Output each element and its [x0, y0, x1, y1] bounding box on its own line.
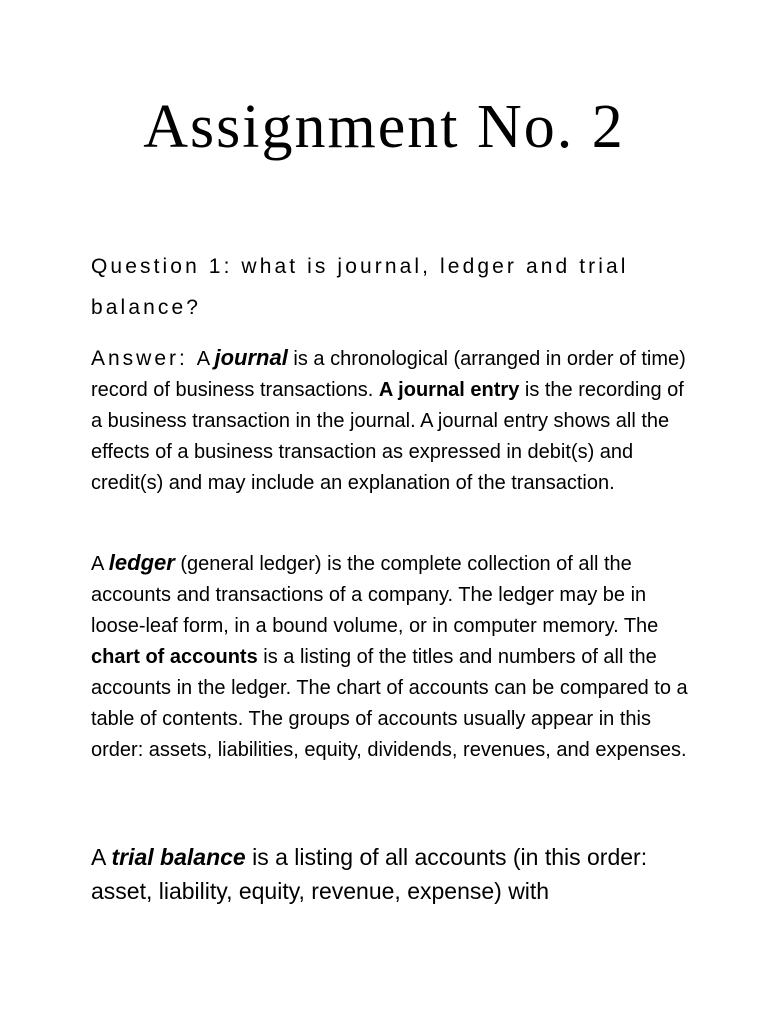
term-chart-of-accounts: chart of accounts [91, 646, 258, 668]
text-run: is a chronological (arranged in order of time) record of business transactions. [91, 348, 686, 401]
page-title: Assignment No. 2 [143, 93, 625, 161]
text-run: A [91, 553, 109, 575]
answer-paragraph-journal [91, 342, 691, 499]
paragraph-ledger [91, 547, 691, 766]
term-ledger: ledger [108, 550, 175, 575]
answer-label: Answer: [91, 347, 197, 370]
term-journal: journal [214, 345, 288, 370]
question-heading: Question 1: what is journal, ledger and trial balance? [91, 255, 629, 319]
text-run: is the recording of a business transaction in the journal. A journal entry shows all the effects of a business transaction as expressed in debit(s) and credit(s) and may include an explanation of the transaction. [91, 379, 684, 494]
text-run: is a listing of the titles and numbers of all the accounts in the ledger. The chart of accounts can be compared to a table of contents. The groups of accounts usually appear in this order: assets, liabilities, equity, dividends, revenues, and expenses. [91, 646, 688, 761]
paragraph-trial-balance [91, 840, 711, 908]
term-trial-balance: trial balance [111, 844, 246, 870]
text-run: is a listing of all accounts (in this order: asset, liability, equity, revenue, expense) with [91, 844, 648, 904]
text-run: (general ledger) is the complete collection of all the accounts and transactions of a company. The ledger may be in loose-leaf form, in a bound volume, or in computer memory. The [91, 553, 659, 637]
text-run: A [91, 844, 112, 870]
term-journal-entry: A journal entry [378, 379, 520, 401]
text-run: A [196, 348, 215, 370]
